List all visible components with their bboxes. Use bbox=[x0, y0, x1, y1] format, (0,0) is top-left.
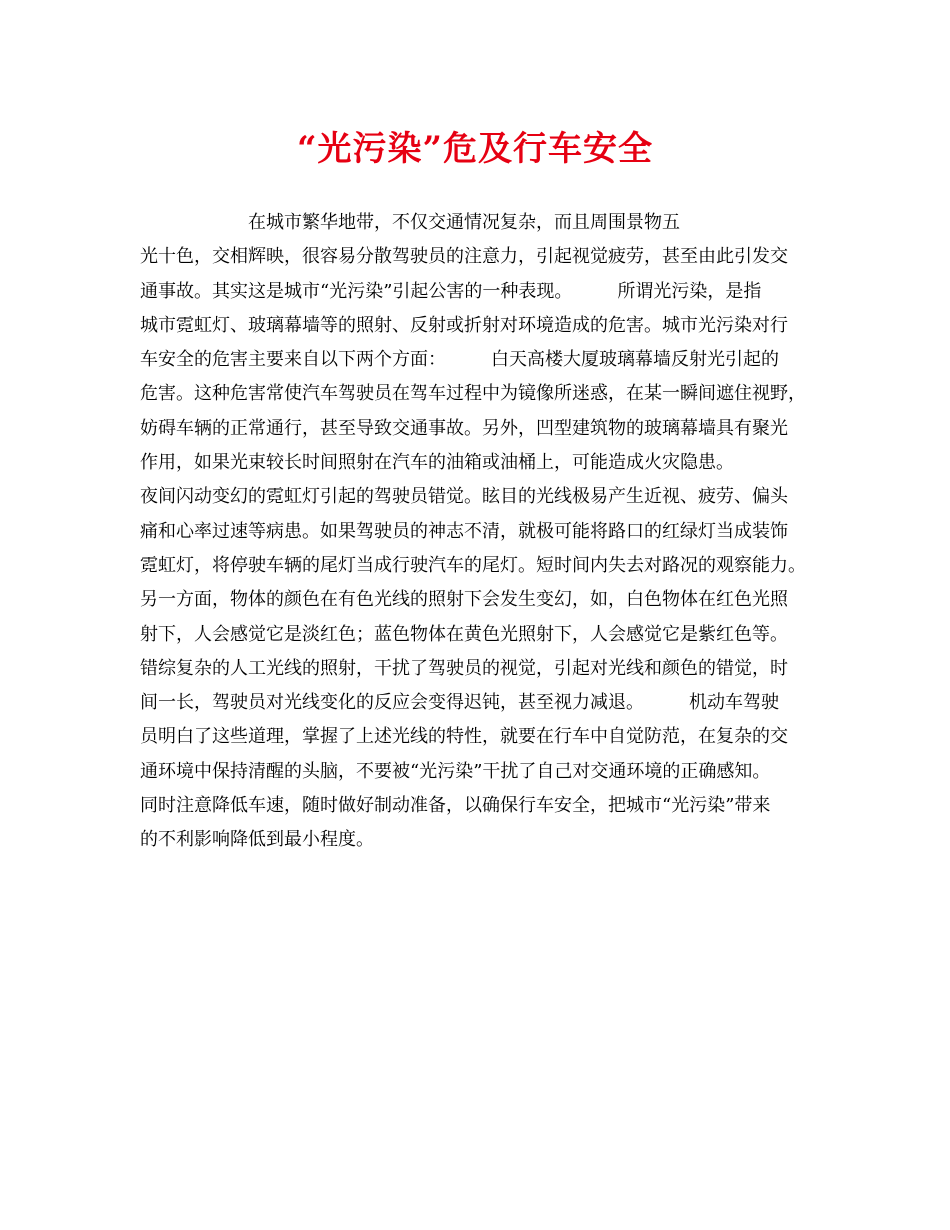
body-line: 的不利影响降低到最小程度。 bbox=[140, 829, 374, 851]
body-line: 车安全的危害主要来自以下两个方面： 白天高楼大厦玻璃幕墙反射光引起的 bbox=[140, 349, 779, 371]
body-line: 间一长，驾驶员对光线变化的反应会变得迟钝，甚至视力减退。 机动车驾驶 bbox=[140, 692, 779, 714]
body-line: 员明白了这些道理，掌握了上述光线的特性，就要在行车中自觉防范，在复杂的交 bbox=[140, 726, 788, 748]
body-line: 同时注意降低车速，随时做好制动准备，以确保行车安全，把城市“光污染”带来 bbox=[140, 795, 771, 817]
body-line: 错综复杂的人工光线的照射，干扰了驾驶员的视觉，引起对光线和颜色的错觉，时 bbox=[140, 657, 788, 679]
body-line: 通事故。其实这是城市“光污染”引起公害的一种表现。 所谓光污染，是指 bbox=[140, 280, 762, 302]
body-line: 射下，人会感觉它是淡红色；蓝色物体在黄色光照射下，人会感觉它是紫红色等。 bbox=[140, 623, 788, 645]
body-line: 妨碍车辆的正常通行，甚至导致交通事故。另外，凹型建筑物的玻璃幕墙具有聚光 bbox=[140, 417, 788, 439]
body-line: 痛和心率过速等病患。如果驾驶员的神志不清，就极可能将路口的红绿灯当成装饰 bbox=[140, 520, 788, 542]
body-line: 另一方面，物体的颜色在有色光线的照射下会发生变幻，如，白色物体在红色光照 bbox=[140, 589, 788, 611]
body-line: 夜间闪动变幻的霓虹灯引起的驾驶员错觉。眩目的光线极易产生近视、疲劳、偏头 bbox=[140, 486, 788, 508]
document-title: “光污染”危及行车安全 bbox=[296, 129, 654, 169]
body-line: 危害。这种危害常使汽车驾驶员在驾车过程中为镜像所迷惑，在某一瞬间遮住视野， bbox=[140, 383, 806, 405]
body-line: 城市霓虹灯、玻璃幕墙等的照射、反射或折射对环境造成的危害。城市光污染对行 bbox=[140, 314, 788, 336]
body-line: 霓虹灯，将停驶车辆的尾灯当成行驶汽车的尾灯。短时间内失去对路况的观察能力。 bbox=[140, 554, 806, 576]
body-line: 光十色，交相辉映，很容易分散驾驶员的注意力，引起视觉疲劳，甚至由此引发交 bbox=[140, 246, 788, 268]
document-body bbox=[140, 206, 830, 858]
body-line: 作用，如果光束较长时间照射在汽车的油箱或油桶上，可能造成火灾隐患。 bbox=[140, 452, 734, 474]
body-line: 通环境中保持清醒的头脑，不要被“光污染”干扰了自己对交通环境的正确感知。 bbox=[140, 760, 771, 782]
body-line: 在城市繁华地带，不仅交通情况复杂，而且周围景物五 bbox=[140, 212, 680, 233]
